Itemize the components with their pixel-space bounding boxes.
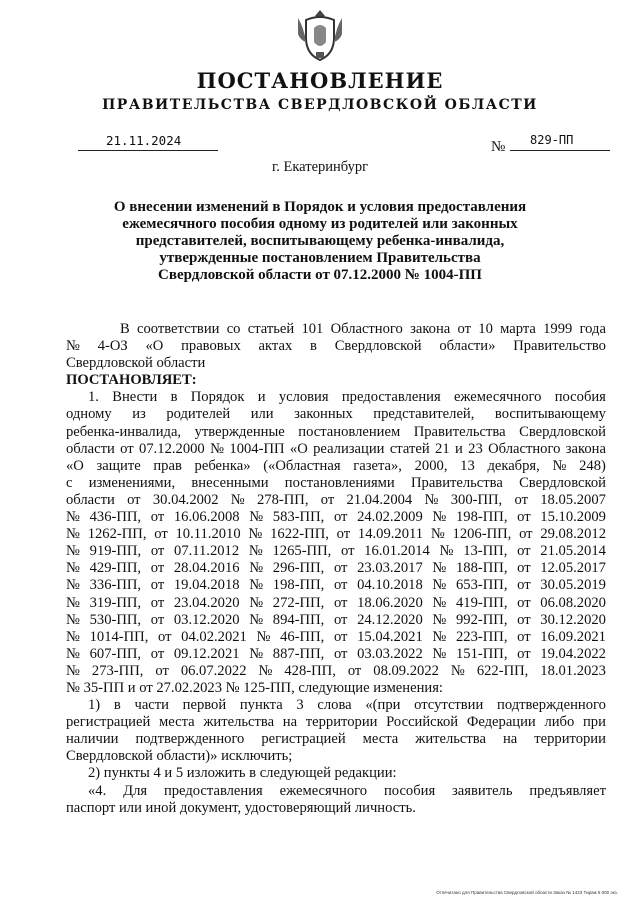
word: 296-ПП, <box>272 560 325 577</box>
word: 24.02.2009 <box>357 509 423 526</box>
word: первой <box>182 697 227 714</box>
body-line: Свердловской области)» исключить; <box>66 748 293 765</box>
body-line <box>66 526 606 543</box>
word: регистрацией <box>66 714 151 731</box>
word: заявитель <box>452 782 513 799</box>
word: утвержденные <box>194 423 285 440</box>
word: № <box>66 662 80 679</box>
word: 101 <box>301 321 324 337</box>
word: 273-ПП, <box>91 662 144 679</box>
word: со <box>226 321 241 337</box>
word: № <box>66 526 80 543</box>
word: ребенка-инвалида, <box>66 423 182 440</box>
word: 09.12.2021 <box>173 645 240 662</box>
word: № <box>66 543 80 560</box>
word: № <box>430 526 445 543</box>
body-line <box>66 697 606 714</box>
body-line: ПОСТАНОВЛЯЕТ: <box>66 372 197 389</box>
document-date: 21.11.2024 <box>106 133 182 148</box>
body-line: Свердловской области <box>66 355 206 372</box>
word: 14.09.2011 <box>357 526 424 543</box>
print-note: Отпечатано для Правительства Свердловской области Заказ № 1423 Тираж 5 000 экз. <box>436 890 618 895</box>
word: № <box>249 594 264 611</box>
word: Федерации <box>466 714 536 731</box>
word: от <box>120 440 134 457</box>
word: 248) <box>579 457 606 474</box>
word: от <box>333 560 348 577</box>
document-number: 829-ПП <box>530 133 574 147</box>
word: 46-ПП, <box>280 628 325 645</box>
word: 07.11.2012 <box>174 543 240 560</box>
word: 4-ОЗ <box>97 338 128 355</box>
word: от <box>333 645 348 662</box>
word: 223-ПП, <box>456 628 508 645</box>
word: Областного <box>488 440 561 457</box>
word: представителей, <box>373 406 475 423</box>
word: на <box>502 731 518 748</box>
word: 30.12.2020 <box>540 611 606 628</box>
body-line <box>66 629 606 646</box>
word: марта <box>500 321 536 337</box>
word: на <box>282 714 298 731</box>
body-line <box>66 424 606 441</box>
word: 151-ПП, <box>456 645 508 662</box>
body-line <box>66 714 606 731</box>
word: 429-ПП, <box>89 560 142 577</box>
word: № <box>66 594 80 611</box>
body-line <box>66 389 606 406</box>
word: 21.05.2014 <box>540 543 606 560</box>
document-subtitle: ПРАВИТЕЛЬСТВА СВЕРДЛОВСКОЙ ОБЛАСТИ <box>102 97 538 113</box>
word: области <box>66 440 115 457</box>
word: 23.03.2017 <box>357 560 423 577</box>
word: «О <box>289 440 308 457</box>
body-line <box>66 560 606 577</box>
word: 18.01.2023 <box>540 662 606 679</box>
word: 15.10.2009 <box>540 509 606 526</box>
word: ребенка» <box>194 457 251 474</box>
word: № <box>256 628 271 645</box>
word: 1262-ПП, <box>87 526 147 543</box>
word: от <box>457 321 472 337</box>
body-line <box>66 543 606 560</box>
word: защите <box>96 457 141 474</box>
number-sign: № <box>491 139 506 155</box>
word: 13-ПП, <box>463 543 508 560</box>
body-line <box>66 441 606 458</box>
body-line <box>66 663 606 680</box>
word: регистрацией <box>261 731 346 748</box>
word: от <box>333 594 348 611</box>
word: от <box>517 543 531 560</box>
word: 1999 <box>543 321 573 337</box>
word: 30.04.2002 <box>152 491 219 508</box>
word: 272-ПП, <box>272 594 325 611</box>
word: из <box>132 406 146 423</box>
word: закона <box>410 321 451 337</box>
body-line <box>66 783 606 800</box>
document-city: г. Екатеринбург <box>271 159 369 175</box>
word: от <box>514 491 528 508</box>
word: с <box>66 474 73 491</box>
word: № <box>66 560 80 577</box>
word: 28.04.2016 <box>173 560 240 577</box>
heading-line: Свердловской области от 07.12.2000 № 1004-ПП <box>158 267 482 283</box>
coat-of-arms-icon <box>296 8 344 64</box>
body-line: паспорт или иной документ, удостоверяющий личность. <box>66 799 416 816</box>
word: 29.08.2012 <box>540 526 606 543</box>
word: Правительства <box>410 474 503 491</box>
word: № <box>424 491 439 508</box>
heading-line: О внесении изменений в Порядок и условия предоставления <box>113 199 527 215</box>
word: в <box>170 389 178 406</box>
word: 24.12.2020 <box>357 611 423 628</box>
word: № <box>432 628 447 645</box>
number-underline <box>510 150 610 151</box>
word: № <box>432 560 447 577</box>
word: В <box>120 321 130 337</box>
word: № <box>249 509 264 526</box>
word: 1265-ПП, <box>272 543 332 560</box>
body-line <box>66 577 606 594</box>
word: 23 <box>468 440 483 457</box>
word: от <box>517 509 531 526</box>
word: № <box>450 662 465 679</box>
word: в <box>310 338 317 355</box>
word: 06.08.2020 <box>540 594 606 611</box>
word: № <box>210 440 225 457</box>
word: от <box>336 526 351 543</box>
word: пособия <box>383 782 436 799</box>
word: «О <box>66 457 84 474</box>
word: № <box>552 457 567 474</box>
word: внесенными <box>191 474 269 491</box>
word: воспитывающему <box>494 406 606 423</box>
word: № <box>249 645 264 662</box>
word: № <box>66 628 80 645</box>
word: реализации <box>313 440 385 457</box>
word: подтвержденного <box>135 731 245 748</box>
word: 894-ПП, <box>272 611 325 628</box>
word: пособия <box>554 389 606 406</box>
word: Для <box>123 782 148 799</box>
word: Свердловской <box>334 338 422 355</box>
word: 1014-ПП, <box>89 628 149 645</box>
word: от <box>519 526 533 543</box>
word: соответствии <box>136 321 220 337</box>
word: территории <box>534 731 606 748</box>
word: Правительство <box>513 338 606 355</box>
word: 21 <box>435 440 450 457</box>
word: декабря, <box>487 457 540 474</box>
word: 1) <box>88 697 101 714</box>
body-line: 2) пункты 4 и 5 изложить в следующей редакции: <box>88 765 397 782</box>
word: Российской <box>386 714 459 731</box>
word: 887-ПП, <box>272 645 325 662</box>
word: № <box>432 611 447 628</box>
word: закона <box>565 440 606 457</box>
word: № <box>66 577 80 594</box>
word: 583-ПП, <box>272 509 325 526</box>
word: при <box>583 714 606 731</box>
document-heading <box>0 199 640 284</box>
word: от <box>158 628 172 645</box>
word: ежемесячного <box>453 389 542 406</box>
word: места <box>159 714 195 731</box>
word: 07.12.2000 <box>139 440 205 457</box>
word: пункта <box>239 697 283 714</box>
word: предоставления <box>341 389 441 406</box>
body-line <box>66 406 606 423</box>
word: 1206-ПП, <box>452 526 512 543</box>
word: 03.03.2022 <box>357 645 423 662</box>
word: № <box>432 594 447 611</box>
word: родителей <box>166 406 231 423</box>
word: 1. <box>88 389 99 406</box>
word: от <box>127 491 141 508</box>
heading-line: ежемесячного пособия одному из родителей или законных <box>122 216 518 232</box>
word: 10 <box>478 321 493 337</box>
word: одному <box>66 406 112 423</box>
word: 19.04.2018 <box>173 577 240 594</box>
word: от <box>517 628 531 645</box>
document-body <box>66 321 606 817</box>
word: 1004-ПП <box>229 440 285 457</box>
word: № <box>66 509 80 526</box>
word: 436-ПП, <box>89 509 142 526</box>
date-underline <box>78 150 218 151</box>
word: от <box>150 560 165 577</box>
word: Областного <box>330 321 403 337</box>
word: от <box>333 577 348 594</box>
body-line <box>66 492 606 509</box>
word: 08.09.2022 <box>373 662 439 679</box>
word: 319-ПП, <box>89 594 142 611</box>
body-line <box>66 646 606 663</box>
word: 10.11.2010 <box>175 526 241 543</box>
word: изменениями, <box>88 474 176 491</box>
word: газета», <box>353 457 402 474</box>
word: № <box>230 491 245 508</box>
body-line <box>66 475 606 492</box>
word: 1622-ПП, <box>270 526 329 543</box>
heading-line: утвержденные постановлением Правительства <box>159 250 481 266</box>
word: от <box>517 577 531 594</box>
word: территории <box>305 714 378 731</box>
word: ежемесячного <box>279 782 368 799</box>
body-line <box>66 612 606 629</box>
word: 919-ПП, <box>89 543 142 560</box>
word: № <box>66 645 80 662</box>
word: 21.04.2004 <box>346 491 413 508</box>
word: области <box>66 491 115 508</box>
word: 30.05.2019 <box>540 577 606 594</box>
word: Внести <box>112 389 158 406</box>
word: жительства <box>415 731 486 748</box>
word: части <box>134 697 169 714</box>
word: от <box>150 594 165 611</box>
word: в <box>113 697 121 714</box>
body-line <box>66 458 606 475</box>
word: 198-ПП, <box>456 509 508 526</box>
word: от <box>150 509 165 526</box>
word: «4. <box>88 782 107 799</box>
word: от <box>517 645 531 662</box>
word: предоставления <box>163 782 263 799</box>
word: 607-ПП, <box>89 645 142 662</box>
word: области» <box>439 338 496 355</box>
word: места <box>362 731 399 748</box>
word: № <box>248 543 263 560</box>
word: от <box>517 560 531 577</box>
word: «О <box>145 338 164 355</box>
word: («Областная <box>263 457 341 474</box>
word: от <box>154 526 168 543</box>
word: от <box>320 491 335 508</box>
word: 04.10.2018 <box>357 577 423 594</box>
word: 16.09.2021 <box>540 628 606 645</box>
word: от <box>155 662 169 679</box>
word: 278-ПП, <box>257 491 309 508</box>
word: либо <box>544 714 575 731</box>
word: от <box>333 509 348 526</box>
word: и <box>454 440 463 457</box>
body-line: № 35-ПП и от 27.02.2023 № 125-ПП, следующие изменения: <box>66 679 443 696</box>
word: 04.02.2021 <box>181 628 247 645</box>
word: 300-ПП, <box>450 491 503 508</box>
word: 23.04.2020 <box>173 594 240 611</box>
word: 992-ПП, <box>456 611 508 628</box>
word: актах <box>258 338 293 355</box>
word: наличии <box>66 731 119 748</box>
word: законных <box>294 406 353 423</box>
word: 18.06.2020 <box>357 594 423 611</box>
word: от <box>333 611 348 628</box>
word: 188-ПП, <box>456 560 508 577</box>
word: № <box>249 611 264 628</box>
word: № <box>248 526 263 543</box>
word: условия <box>278 389 329 406</box>
word: от <box>150 543 165 560</box>
word: 3 <box>296 697 304 714</box>
word: слова <box>317 697 352 714</box>
body-line <box>66 595 606 612</box>
heading-line: представителей, воспитывающему ребенка-инвалида, <box>135 233 505 249</box>
word: 06.07.2022 <box>180 662 247 679</box>
body-line <box>66 321 606 338</box>
word: 12.05.2017 <box>540 560 606 577</box>
word: № <box>432 577 447 594</box>
body-line <box>66 509 606 526</box>
word: «(при <box>365 697 401 714</box>
word: № <box>66 338 80 355</box>
word: 419-ПП, <box>456 594 508 611</box>
word: статей <box>389 440 430 457</box>
word: 428-ПП, <box>284 662 336 679</box>
word: отсутствии <box>414 697 484 714</box>
word: 2000, <box>414 457 448 474</box>
word: 13 <box>460 457 475 474</box>
word: жительства <box>203 714 275 731</box>
body-line <box>66 731 606 748</box>
document-title: ПОСТАНОВЛЕНИЕ <box>196 68 444 93</box>
word: № <box>439 543 454 560</box>
word: года <box>579 321 606 337</box>
word: 198-ПП, <box>272 577 325 594</box>
word: 15.04.2021 <box>357 628 423 645</box>
word: № <box>432 509 447 526</box>
word: от <box>150 611 165 628</box>
word: от <box>517 611 531 628</box>
word: и <box>257 389 266 406</box>
word: постановлениями <box>284 474 395 491</box>
word: 622-ПП, <box>476 662 529 679</box>
word: предъявляет <box>529 782 606 799</box>
word: № <box>249 560 264 577</box>
word: от <box>150 645 165 662</box>
word: № <box>66 611 80 628</box>
word: подтвержденного <box>497 697 606 714</box>
word: постановлением <box>298 423 401 440</box>
word: № <box>432 645 447 662</box>
word: от <box>150 577 165 594</box>
word: прав <box>153 457 182 474</box>
word: 336-ПП, <box>89 577 142 594</box>
word: № <box>258 662 273 679</box>
word: от <box>340 543 355 560</box>
word: 530-ПП, <box>89 611 142 628</box>
word: Правительства <box>413 423 506 440</box>
word: от <box>333 628 348 645</box>
word: 18.05.2007 <box>540 491 606 508</box>
word: правовых <box>181 338 241 355</box>
word: от <box>347 662 362 679</box>
word: от <box>517 594 531 611</box>
word: № <box>249 577 264 594</box>
word: Порядок <box>190 389 245 406</box>
word: статьей <box>247 321 295 337</box>
word: Свердловской <box>519 423 606 440</box>
word: 16.01.2014 <box>364 543 430 560</box>
word: или <box>250 406 274 423</box>
word: 19.04.2022 <box>540 645 606 662</box>
word: Свердловской <box>519 474 606 491</box>
word: 03.12.2020 <box>173 611 240 628</box>
word: 653-ПП, <box>456 577 508 594</box>
body-line <box>66 338 606 355</box>
word: 16.06.2008 <box>173 509 240 526</box>
